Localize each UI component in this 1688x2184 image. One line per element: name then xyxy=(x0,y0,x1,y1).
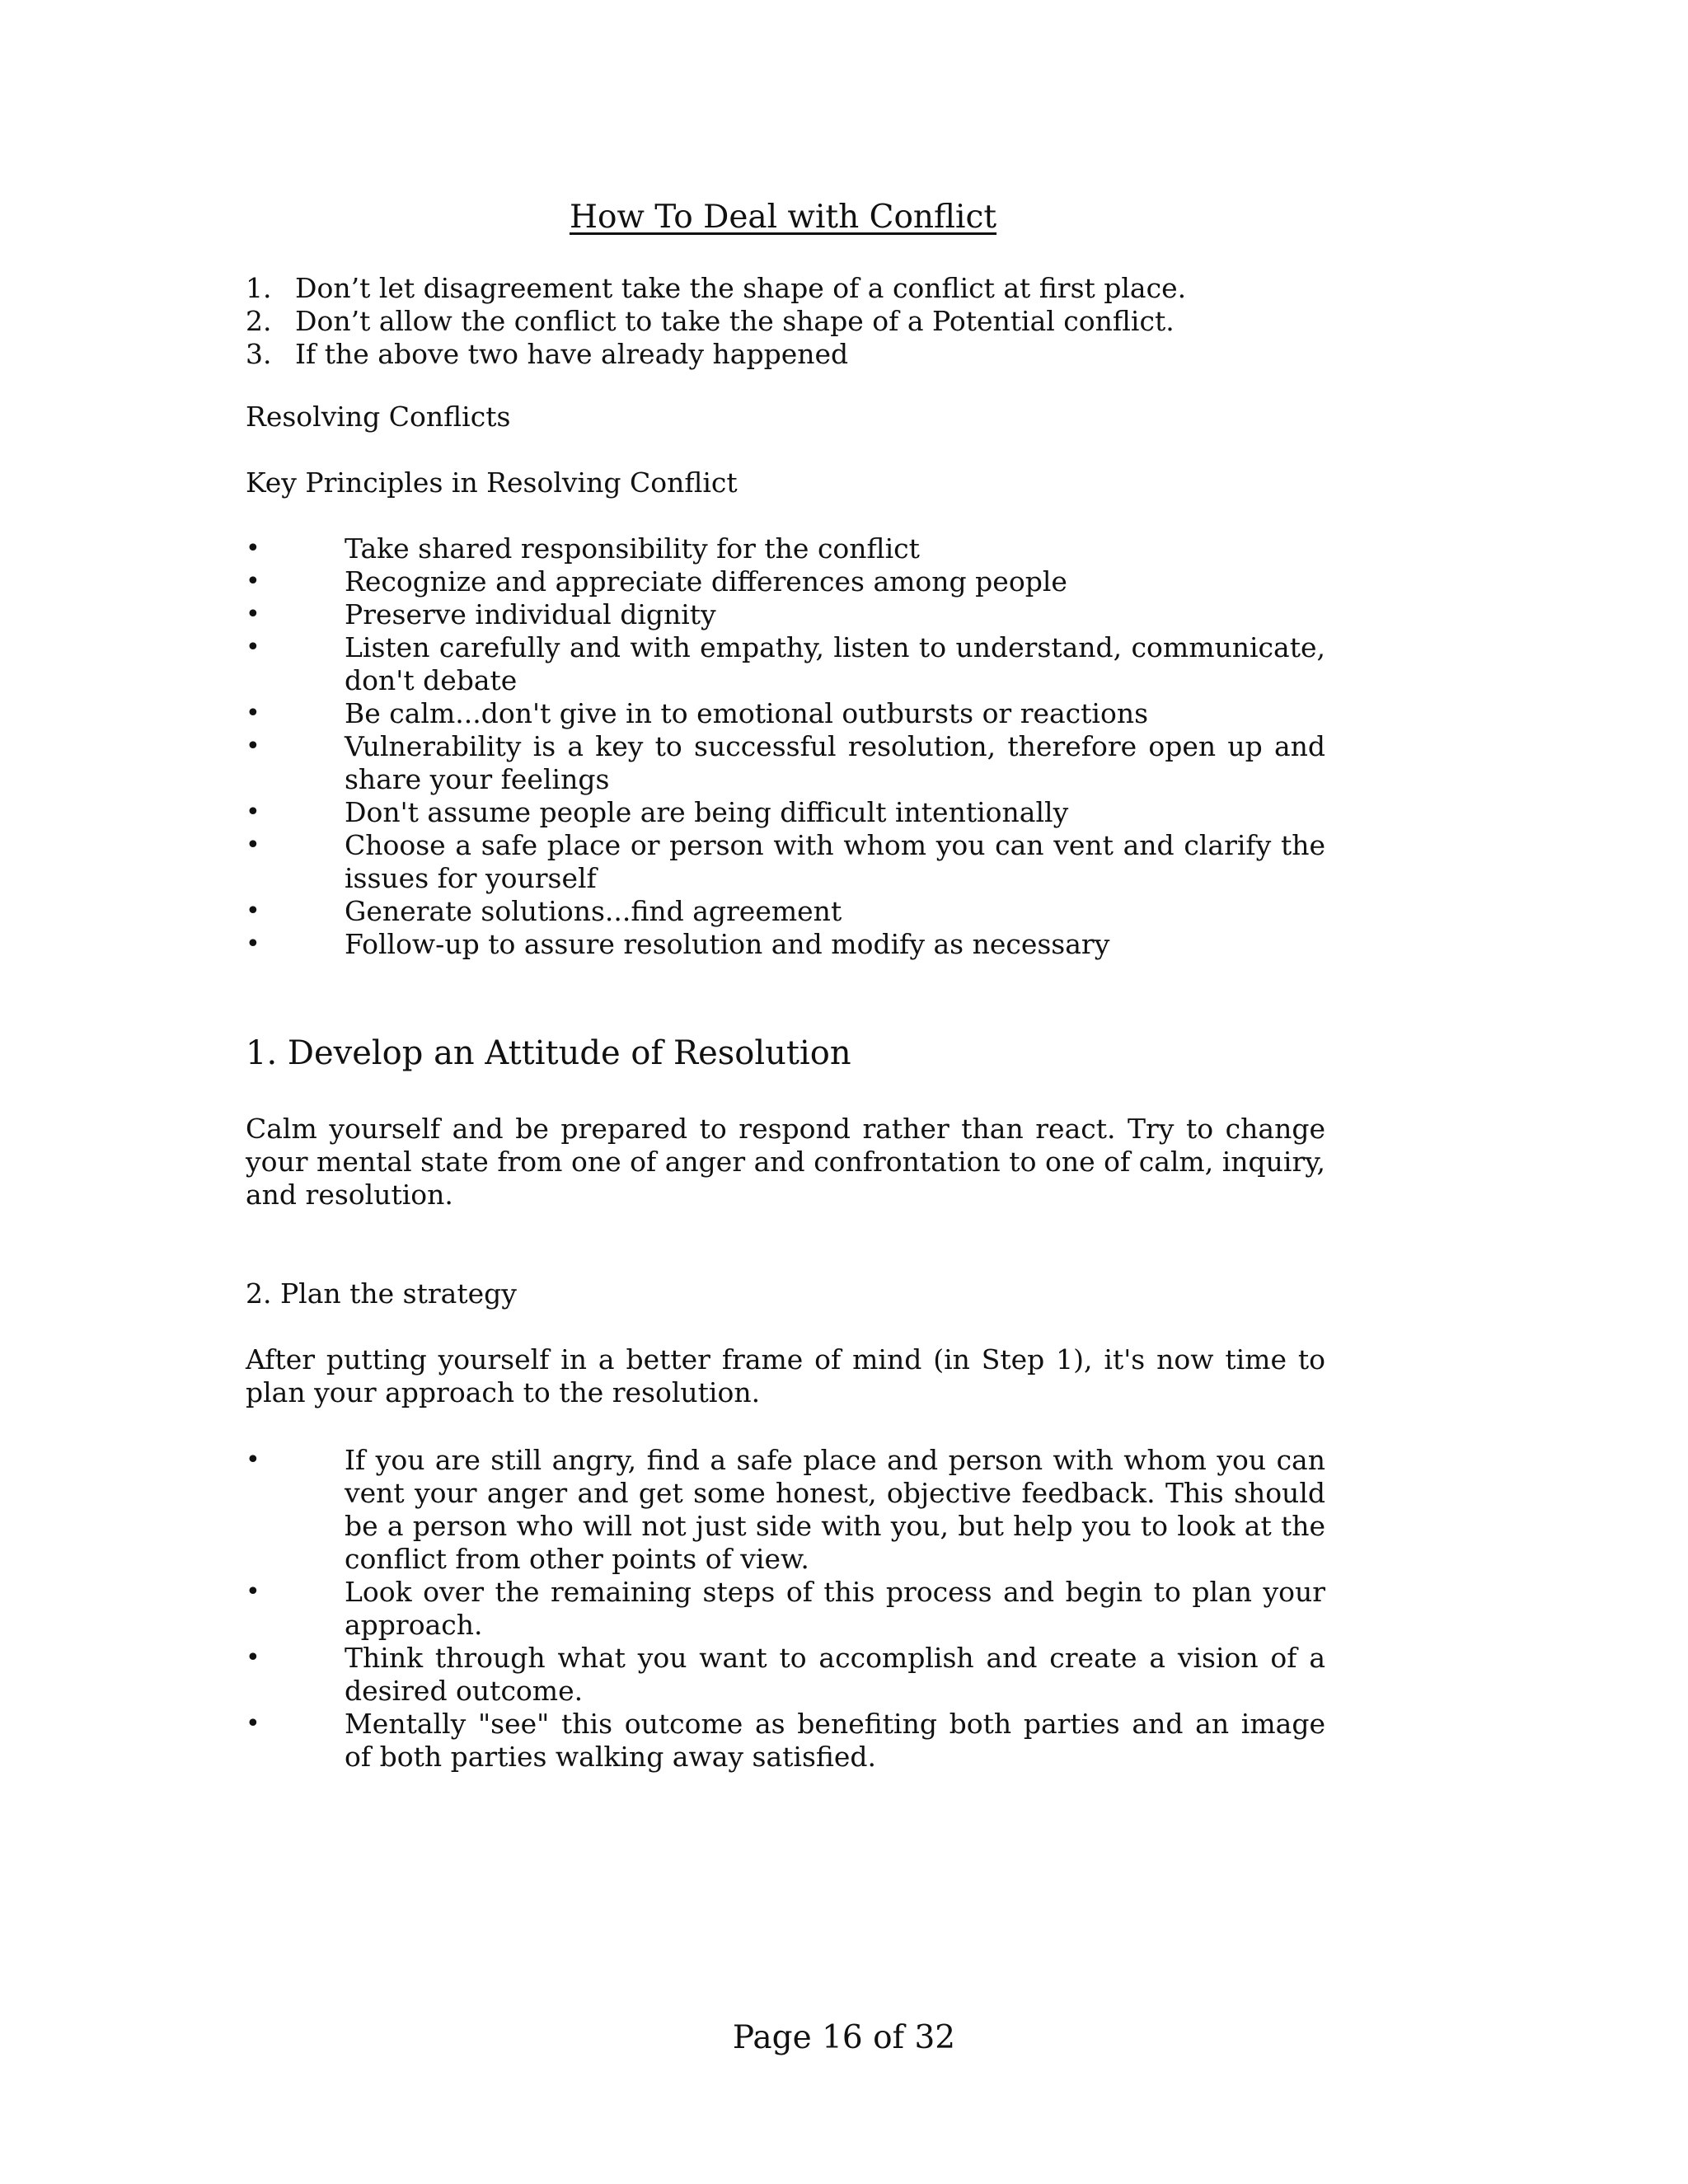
list-text: Vulnerability is a key to successful resolution, therefore open up and share your feelings xyxy=(345,730,1325,795)
list-text: Don’t allow the conflict to take the shape of a Potential conflict. xyxy=(295,305,1175,337)
list-text: Look over the remaining steps of this process and begin to plan your approach. xyxy=(345,1576,1325,1641)
bullet-icon: • xyxy=(246,1643,260,1672)
list-text: Don't assume people are being difficult intentionally xyxy=(345,796,1069,828)
section-2-heading: 2. Plan the strategy xyxy=(246,1277,517,1310)
list-item xyxy=(246,928,1325,961)
list-item xyxy=(246,565,1325,598)
bullet-icon: • xyxy=(246,798,260,827)
bullet-icon: • xyxy=(246,831,260,860)
list-item xyxy=(246,338,1325,371)
bullet-icon: • xyxy=(246,633,260,662)
list-item xyxy=(246,697,1325,730)
section-2-paragraph: After putting yourself in a better frame of mind (in Step 1), it's now time to plan your approach to the resolution. xyxy=(246,1343,1325,1408)
bullet-icon: • xyxy=(246,699,260,728)
list-text: Preserve individual dignity xyxy=(345,598,716,630)
list-item xyxy=(246,1708,1325,1774)
bullet-icon: • xyxy=(246,1709,260,1738)
page-title: How To Deal with Conflict xyxy=(569,199,997,236)
bullet-icon: • xyxy=(246,567,260,596)
list-text: Think through what you want to accomplish and create a vision of a desired outcome. xyxy=(345,1642,1325,1707)
list-text: Don’t let disagreement take the shape of a conflict at first place. xyxy=(295,272,1187,304)
resolving-conflicts-heading: Resolving Conflicts xyxy=(246,401,511,433)
list-number: 1. xyxy=(246,272,272,304)
list-item xyxy=(246,730,1325,796)
list-item xyxy=(246,1444,1325,1576)
list-item xyxy=(246,272,1325,305)
bullet-icon: • xyxy=(246,930,260,958)
list-item xyxy=(246,796,1325,829)
bullet-icon: • xyxy=(246,732,260,761)
list-item xyxy=(246,1642,1325,1708)
list-text: Listen carefully and with empathy, listen to understand, communicate, don't debate xyxy=(345,631,1325,696)
list-item xyxy=(246,305,1325,338)
key-principles-list xyxy=(246,532,1325,961)
list-number: 3. xyxy=(246,338,272,370)
section-2-list xyxy=(246,1444,1325,1774)
section-1-paragraph: Calm yourself and be prepared to respond rather than react. Try to change your mental state from one of anger and confrontation to one of calm, inquiry, and resolution. xyxy=(246,1113,1325,1211)
bullet-icon: • xyxy=(246,1446,260,1474)
list-text: If you are still angry, find a safe place and person with whom you can vent your anger and get some honest, objective feedback. This should be a person who will not just side with you, but help you to look at the conflict from other points of view. xyxy=(345,1444,1325,1575)
list-item xyxy=(246,598,1325,631)
list-item xyxy=(246,829,1325,895)
bullet-icon: • xyxy=(246,1577,260,1606)
bullet-icon: • xyxy=(246,600,260,629)
list-text: Mentally "see" this outcome as benefiting both parties and an image of both parties walking away satisfied. xyxy=(345,1708,1325,1773)
list-text: Recognize and appreciate differences among people xyxy=(345,565,1067,598)
list-text: Choose a safe place or person with whom you can vent and clarify the issues for yourself xyxy=(345,829,1325,894)
list-text: Take shared responsibility for the conflict xyxy=(345,532,920,565)
list-text: If the above two have already happened xyxy=(295,338,849,370)
page-number: Page 16 of 32 xyxy=(732,2019,956,2056)
list-text: Follow-up to assure resolution and modify as necessary xyxy=(345,928,1110,960)
list-item xyxy=(246,532,1325,565)
numbered-list xyxy=(246,272,1325,371)
list-item xyxy=(246,631,1325,697)
list-number: 2. xyxy=(246,305,272,337)
list-text: Generate solutions...find agreement xyxy=(345,895,842,927)
bullet-icon: • xyxy=(246,897,260,926)
list-text: Be calm...don't give in to emotional outbursts or reactions xyxy=(345,697,1149,729)
bullet-icon: • xyxy=(246,534,260,563)
section-1-heading: 1. Develop an Attitude of Resolution xyxy=(246,1034,851,1072)
list-item xyxy=(246,895,1325,928)
key-principles-heading: Key Principles in Resolving Conflict xyxy=(246,466,738,499)
list-item xyxy=(246,1576,1325,1642)
